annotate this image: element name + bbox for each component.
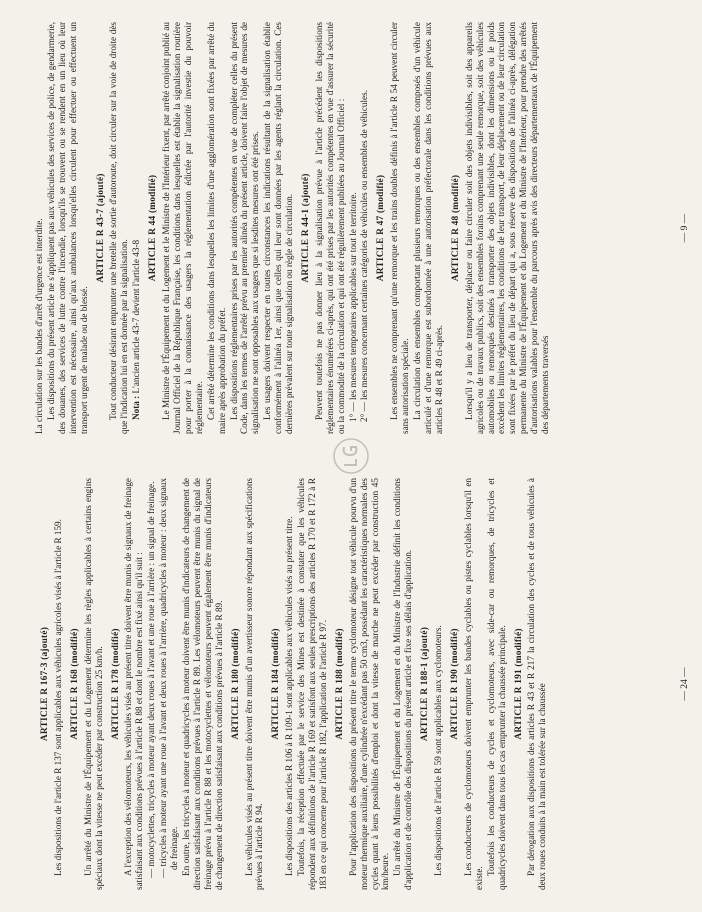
paragraph: Les véhicules visés au présent titre doivent être munis d'un avertisseur sonore répondant aux spécifications prévues à l'article R 94.: [243, 478, 265, 890]
article-heading: ARTICLE R 44-1 (ajouté): [300, 173, 311, 283]
article-heading: ARTICLE R 168 (modifié): [69, 628, 80, 740]
paragraph: Toutefois les conducteurs de cycles et cyclomoteurs, avec side-car ou remorques, de tricycles et quadricycles doivent dans tous les cas emprunter la chaussée principale.: [485, 478, 507, 890]
list-item: 2° — les mesures concernant certaines catégories de véhicules ou ensembles de véhicules.: [359, 89, 370, 422]
paragraph: Les conducteurs de cyclomoteurs doivent emprunter les bandes cyclables ou pistes cyclables lorsqu'il en existe.: [462, 478, 484, 890]
paragraph: La circulation sur les bandes d'arrêt d'urgence est interdite.: [34, 218, 44, 434]
paragraph: Les dispositions de l'article R 59 sont applicables aux cyclomoteurs.: [433, 625, 444, 876]
article-heading: ARTICLE R 188 (modifié): [334, 628, 345, 740]
list-item: 1° — les mesures temporaires applicables sur tout le territoire.: [347, 192, 358, 422]
paragraph: Par dérogation aux dispositions des articles R 43 et R 217 la circulation des cycles et de tous véhicules à deux roues conduits à la main est tolérée sur la chaussée: [526, 478, 548, 890]
article-heading: ARTICLE R 190 (modifié): [450, 628, 460, 740]
list-item: — tricycles à moteur ayant une roue à l'avant et deux roues à l'arrière, quadricycles à moteur : deux signaux de freinage.: [158, 478, 180, 878]
library-stamp-logo: [332, 437, 370, 475]
article-heading: ARTICLE R 48 (modifié): [450, 174, 461, 282]
paragraph: Peuvent toutefois ne pas donner lieu à la signalisation prévue à l'article précédent les dispositions réglementaires énumérées ci-après, qui ont été prises par les autorités compétentes en vue d'assurer la sécurité ou la commodité de la circulation et qui ont été régulièrement publiées au Journal Officiel :: [313, 22, 346, 434]
paragraph: Les dispositions du présent article ne s'appliquent pas aux véhicules des services de police, de gendarmerie, des douanes, des services de lutte contre l'incendie, lorsqu'ils se trouvent ou se rendent en un lieu où leur intervention est nécessaire, ainsi qu'aux ambulances lorsqu'elles circulent pour effectuer ou effectuent un transport urgent de malade ou de blessé.: [45, 22, 89, 434]
article-heading: ARTICLE R 178 (modifié): [110, 628, 121, 740]
paragraph: Les usagers doivent respecter en toutes circonstances les indications résultant de la signalisation établie conformément à l'alinéa 1er, ainsi que celles qui leur sont données par les agents réglant la circulation. Ces dernières prévalent sur toute signalisation ou règle de circulation.: [262, 22, 295, 434]
paragraph: A l'exception des vélomoteurs, les véhicules visés au présent titre doivent être munis de signaux de freinage satisfaisant aux conditions prévues à l'article R 88 et dont le nombre est fixé ainsi qu'il suit :: [123, 478, 145, 890]
left-page-text: [40, 478, 548, 890]
paragraph: La circulation des ensembles comportant plusieurs remorques ou des ensembles composés d'un véhicule articulé et d'une remorque est subordonnée à une autorisation préfectorale dans les conditions prévues aux articles R 48 et R 49 ci-après.: [412, 22, 444, 434]
left-page-number: — 24 —: [680, 667, 690, 701]
article-heading: ARTICLE R 47 (modifié): [376, 174, 387, 282]
article-heading: ARTICLE R 184 (modifié): [271, 628, 282, 740]
note-text: L'ancien article 43-7 devient l'article 43-8: [131, 239, 142, 394]
article-heading: ARTICLE R 44 (modifié): [148, 174, 159, 282]
paragraph: Les dispositions de l'article R 137 sont applicables aux véhicules agricoles visés à l'article R 159.: [52, 519, 63, 876]
note-label: Nota :: [131, 393, 142, 420]
note-paragraph: [131, 22, 142, 434]
article-heading: ARTICLE R 191 (modifié): [513, 628, 524, 740]
paragraph: Toutefois, la réception effectuée par le service des Mines est destinée à constater que les véhicules répondent aux définitions de l'article R 169 et satisfont aux seules prescriptions des articles R 170 et R 172 à R 183 en ce qui concerne pour l'article R 182, l'application de l'article R 97.: [296, 478, 328, 890]
article-heading: ARTICLE R 167-3 (ajouté): [40, 626, 50, 742]
article-heading: ARTICLE R 180 (modifié): [230, 628, 241, 740]
article-heading: ARTICLE R 188-1 (ajouté): [420, 626, 431, 742]
paragraph: Tout conducteur désirant emprunter une bretelle de sortie d'autoroute, doit circuler sur la voie de droite dès que l'indication lui en est donnée par la signalisation.: [108, 22, 130, 434]
paragraph: En outre, les tricycles à moteur et quadricycles à moteur doivent être munis d'indicateurs de changement de direction satisfaisant aux conditions prévues à l'article R 89. Les vélomoteurs peuvent être munis du signal de freinage prévu à l'article R 88 et les motocyclettes et vélomoteurs peuvent également être munis d'indicateurs de changement de direction satisfaisant aux conditions prévues à l'article R 89.: [180, 478, 224, 890]
right-page-text: [34, 22, 551, 434]
right-page-number: — 9 —: [680, 213, 690, 243]
paragraph: Les dispositions des articles R 106 à R 109-1 sont applicables aux véhicules visés au présent titre.: [284, 516, 295, 876]
article-heading: ARTICLE R 43-7 (ajouté): [95, 173, 106, 283]
list-item: — motocyclettes, tricycles à moteur ayant deux roues à l'avant et une roue à l'arrière : un signal de freinage.: [146, 481, 157, 878]
paragraph: Pour l'application des dispositions du présent titre le terme cyclomoteur désigne tout véhicule pourvu d'un moteur thermique auxiliaire, d'une cylindrée n'excédant pas 50 cm3, possédant les caractéristiques normales des cycles quant à leurs possibilités d'emploi et dont la vitesse de marche ne peut excéder par construction 45 km/heure.: [347, 478, 391, 890]
left-page: [0, 456, 702, 912]
paragraph: Cet arrêté détermine les conditions dans lesquelles les limites d'une agglomération sont fixées par arrêté du maire après approbation du préfet.: [205, 22, 227, 434]
paragraph: Les dispositions réglementaires prises par les autorités compétentes en vue de compléter celles du présent Code, dans les termes de l'arrêté prévu au premier alinéa du présent article, doivent faire l'objet de mesures de signalisation ne sont opposables aux usagers que si lesdites mesures ont été prises.: [228, 22, 261, 434]
paragraph: Lorsqu'il y a lieu de transporter, déplacer ou faire circuler soit des objets indivisibles, soit des appareils agricoles ou de travaux publics, soit des ensembles forains comprenant une seule remorque, soit des véhicules automobiles ou remorqués destinés à transporter des objets indivisibles, dont les dimensions ou le poids excèdent les limites réglementaires, les conditions de leur transport, de leur déplacement ou de leur circulation sont fixées par le préfet du lieu de départ qui a, sous réserve des dispositions de l'alinéa ci-après, délégation permanente du Ministre de l'Équipement et du Logement et du Ministre de l'Intérieur, pour prendre des arrêtés d'autorisations valables pour l'ensemble du parcours après avis des directeurs départementaux de l'Équipement des départements traversés: [463, 22, 551, 434]
paragraph: Un arrêté du Ministre de l'Équipement et du Logement détermine les règles applicables à certains engins spéciaux dont la vitesse ne peut excéder par construction 25 km/h.: [82, 478, 104, 890]
paragraph: Les ensembles ne comprenant qu'une remorque et les trains doubles définis à l'article R 54 peuvent circuler sans autorisation spéciale.: [389, 22, 411, 434]
paragraph: Le Ministre de l'Équipement et du Logement et le Ministre de l'Intérieur fixent, par arrêté conjoint publié au Journal Officiel de la République Française, les conditions dans lesquelles est établie la signalisation routière pour porter à la connaissance des usagers la réglementation édictée par l'autorité investie du pouvoir réglementaire.: [161, 22, 204, 434]
paragraph: Un arrêté du Ministre de l'Équipement et du Logement et du Ministre de l'Industrie définit les conditions d'application et de contrôle des dispositions du présent article et fixe ses délais d'application.: [392, 478, 414, 890]
